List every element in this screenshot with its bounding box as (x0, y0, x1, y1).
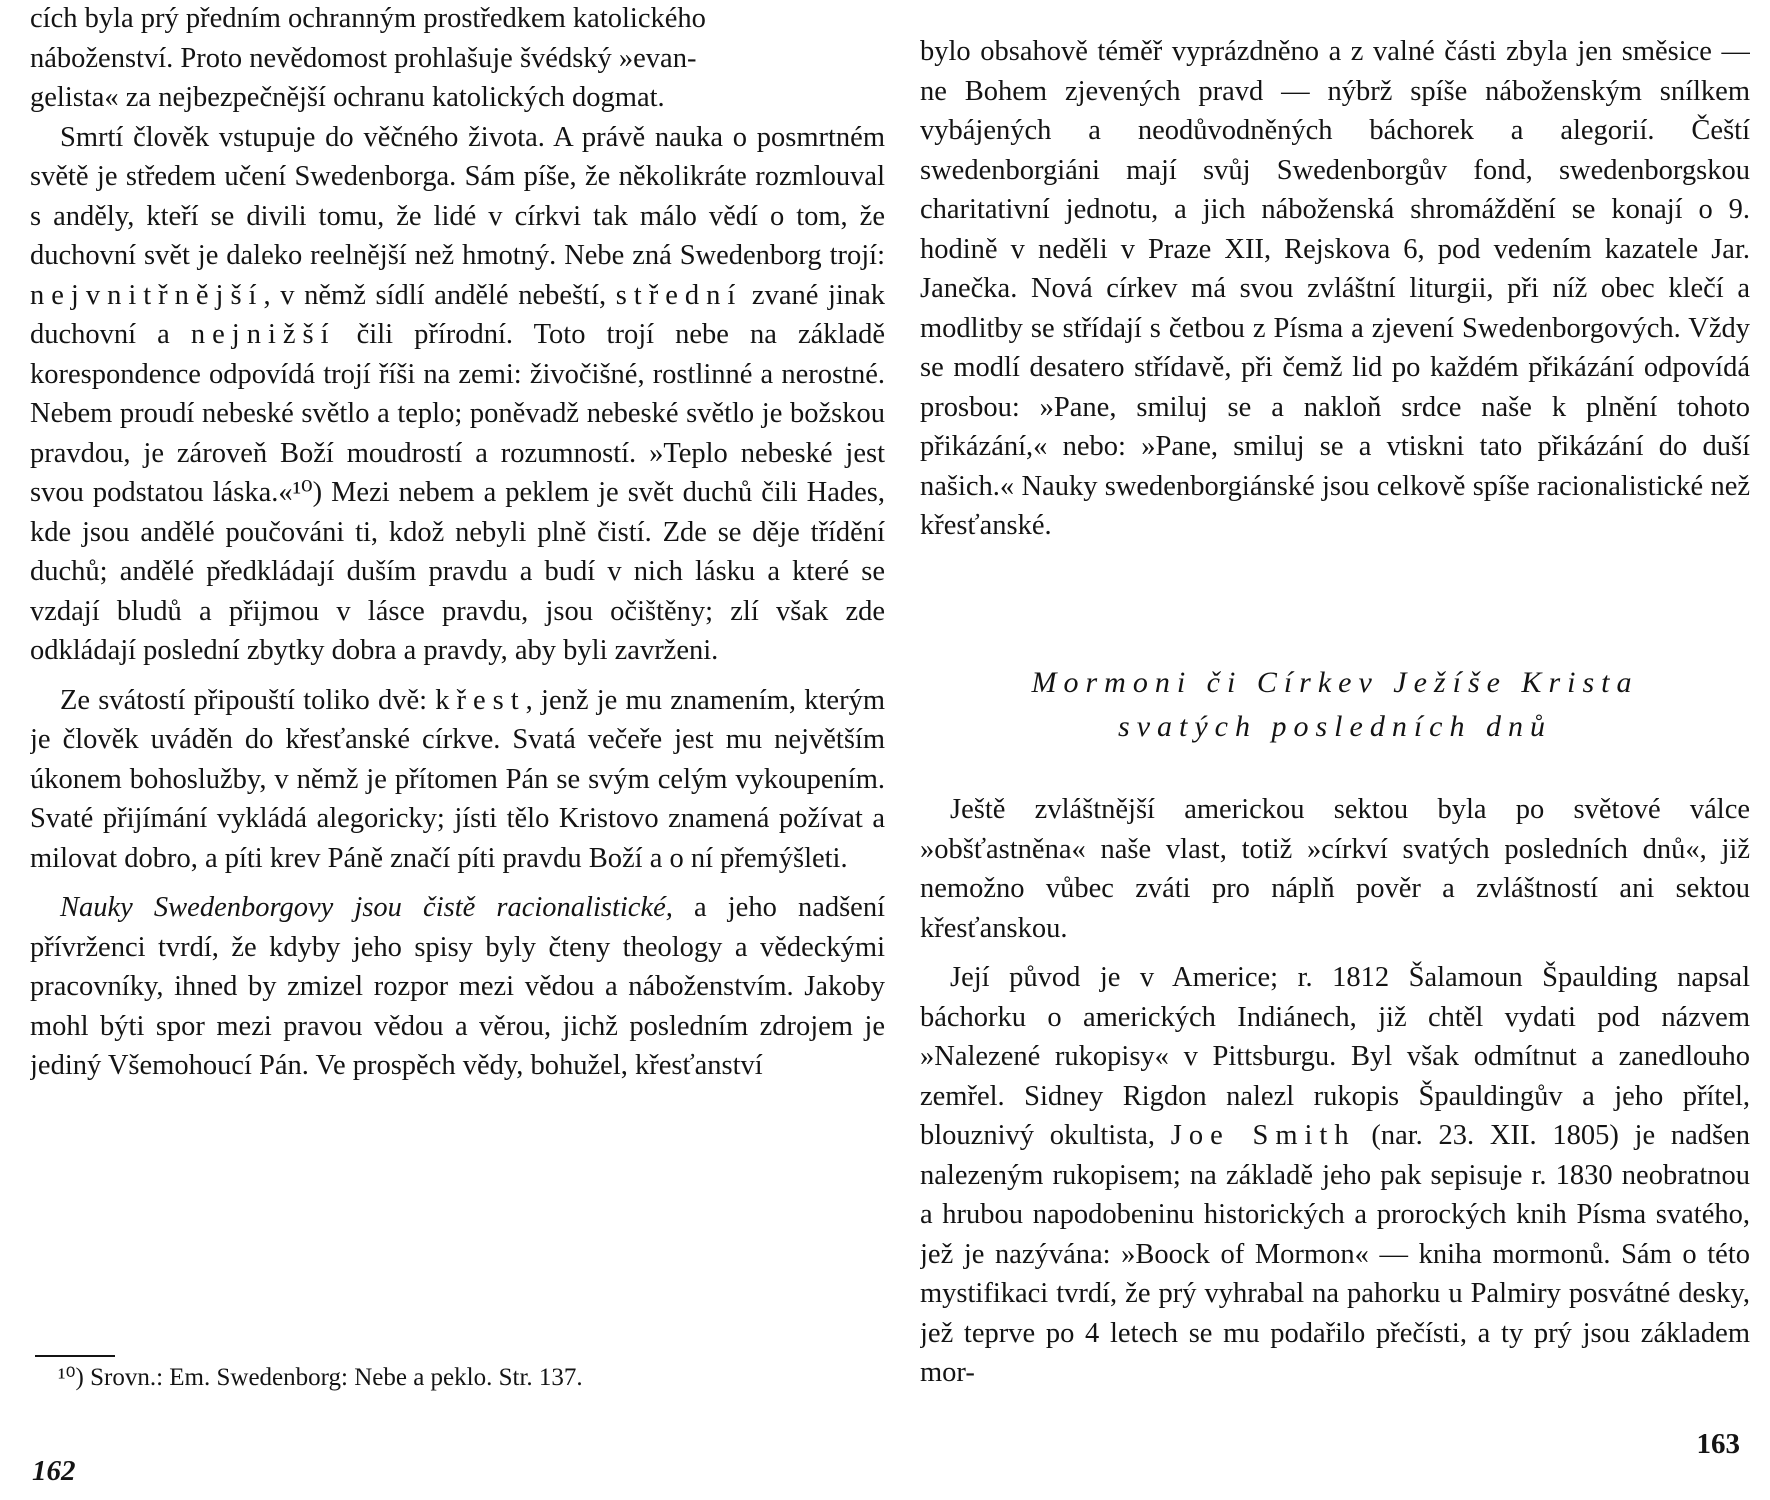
footnote-text: ) Srovn.: Em. Swedenborg: Nebe a peklo. Str. 137. (75, 1364, 583, 1391)
spaced-term: nejnižší (190, 319, 336, 350)
paragraph-heaven (30, 118, 885, 671)
footnote-mark: ¹⁰ (58, 1364, 76, 1391)
para-text: , jenž je mu znamením, kterým je člověk uváděn do křesťanské církve. Svatá večeře jest mu největším úkonem bohoslužby, v němž je přítomen Pán se svým celým vykoupením. Svaté přijímání vykládá alegoricky; jísti tělo Kristovo znamená požívat a milovat dobro, a píti krev Páně značí píti pravdu Boží a o ní přemýšleti. (30, 684, 885, 874)
para-text: ) Mezi nebem a peklem je svět duchů čili Hades, kde jsou andělé poučováni ti, kdož nebyli plně čistí. Zde se děje třídění duchů; andělé předkládají duším pravdu a budí v nich lásku a které se vzdají bludů a přijmou v lásce pravdu, jsou očištěny; zlí však zde odkládají poslední zbytky dobra a pravdy, aby byli zavrženi. (30, 477, 885, 666)
spaced-term: střední (615, 279, 743, 311)
para-text: Smrtí člověk vstupuje do věčného života. A právě nauka o posmrtném světě je středem učení Swedenborga. Sám píše, že několikráte rozmlouval s anděly, kteří se divili tomu, že lidé v církvi tak málo vědí o tom, že duchovní svět je daleko reelnější než hmotný. Nebe zná Swedenborg trojí: (30, 121, 885, 271)
para-text: zvané jinak duchovní a (30, 279, 885, 350)
paragraph-mormon-intro: Ještě zvláštnější americkou sektou byla po světové válce »obšťastněna« naše vlast, totiž »církví svatých posledních dnů«, již nemožno vůbec zváti pro náplň pověr a zvláštností ani sektou křesťanskou. (920, 794, 1750, 944)
spaced-term: nejvnitřnější (30, 279, 264, 311)
continuation-line-2: náboženství. Proto nevědomost prohlašuje švédský »evan- (30, 42, 697, 74)
footnote (58, 1362, 583, 1394)
spaced-term: křest (435, 684, 526, 716)
continuation-line-3: gelista« za nejbezpečnější ochranu katolických dogmat. (30, 82, 665, 113)
paragraph-sacraments (30, 681, 885, 879)
right-text-column-2 (920, 790, 1750, 1393)
para-text: Její původ je v Americe; r. 1812 Šalamoun Špaulding napsal báchorku o amerických Indiánech, již chtěl vydati pod názvem »Nalezené rukopisy« v Pittsburgu. Byl však odmítnut a zanedlouho zemřel. Sidney Rigdon nalezl rukopis Špauldingův a jeho přítel, blouznivý okultista, (920, 962, 1750, 1151)
page-number-right: 163 (1696, 1428, 1740, 1460)
para-text: Ze svátostí připouští toliko dvě: (60, 684, 436, 716)
italic-emphasis: Nauky Swedenborgovy jsou čistě racionalistické, (60, 892, 673, 923)
spaced-term: Joe Smith (1170, 1120, 1356, 1151)
para-text: a jeho nadšení přívrženci tvrdí, že kdyby jeho spisy byly čteny theology a vědeckými pracovníky, ihned by zmizel rozpor mezi vědou a náboženstvím. Jakoby mohl býti spor mezi pravou vědou a věrou, jichž posledním zdrojem je jediný Všemohoucí Pán. Ve prospěch vědy, bohužel, křesťanství (30, 892, 885, 1081)
paragraph-rationalism (30, 888, 885, 1086)
footnote-rule (35, 1355, 115, 1357)
right-text-column (920, 32, 1750, 546)
left-text-column (30, 0, 885, 1086)
section-heading-line-2: svatých posledních dnů (1118, 710, 1552, 743)
paragraph-mormon-origin (920, 958, 1750, 1393)
page-number-left: 162 (32, 1455, 76, 1487)
para-text: čili přírodní. Toto trojí nebe na základě korespondence odpovídá trojí říši na zemi: živočišné, rostlinné a nerostné. Nebem proudí nebeské světlo a teplo; poněvadž nebeské světlo je božskou pravdou, je zároveň Boží moudrostí a rozumností. »Teplo nebeské jest svou podstatou láska.« (30, 319, 885, 508)
continuation-line-1: cích byla prý předním ochranným prostředkem katolického (30, 3, 706, 34)
right-page (920, 0, 1750, 1500)
section-heading-line-1: Mormoni či Církev Ježíše Krista (1031, 666, 1639, 699)
paragraph-swedenborgians: bylo obsahově téměř vyprázdněno a z valné části zbyla jen směsice — ne Bohem zjevených pravd — nýbrž spíše náboženským snílkem vybájených a neodůvodněných báchorek a alegorií. Čeští swedenborgiáni mají svůj Swedenborgův fond, swedenborgskou charitativní jednotu, a jich náboženská shromáždění se konají o 9. hodině v neděli v Praze XII, Rejskova 6, pod vedením kazatele Jar. Janečka. Nová církev má svou zvláštní liturgii, při níž obec klečí a modlitby se střídají s četbou z Písma a zjevení Swedenborgových. Vždy se modlí desatero střídavě, při čemž lid po každém přikázání odpovídá prosbou: »Pane, smiluj se a nakloň srdce naše k plnění tohoto přikázání,« nebo: »Pane, smiluj se a vtiskni tato přikázání do duší našich.« Nauky swedenborgiánské jsou celkově spíše racionalistické než křesťanské. (920, 36, 1750, 541)
footnote-reference: ¹⁰ (292, 477, 313, 508)
para-text: , v němž sídlí andělé nebeští, (263, 279, 616, 311)
left-page (30, 0, 885, 1500)
para-text: (nar. 23. XII. 1805) je nadšen nalezeným rukopisem; na základě jeho pak sepisuje r. 1830 neobratnou a hrubou napodobeninu historických a prorockých knih Písma svatého, jež je nazývána: »Boock of Mormon« — kniha mormonů. Sám o této mystifikaci tvrdí, že prý vyhrabal na pahorku u Palmiry posvátné desky, jež teprve po 4 letech se mu podařilo přečísti, a ty prý jsou základem mor- (920, 1120, 1750, 1388)
